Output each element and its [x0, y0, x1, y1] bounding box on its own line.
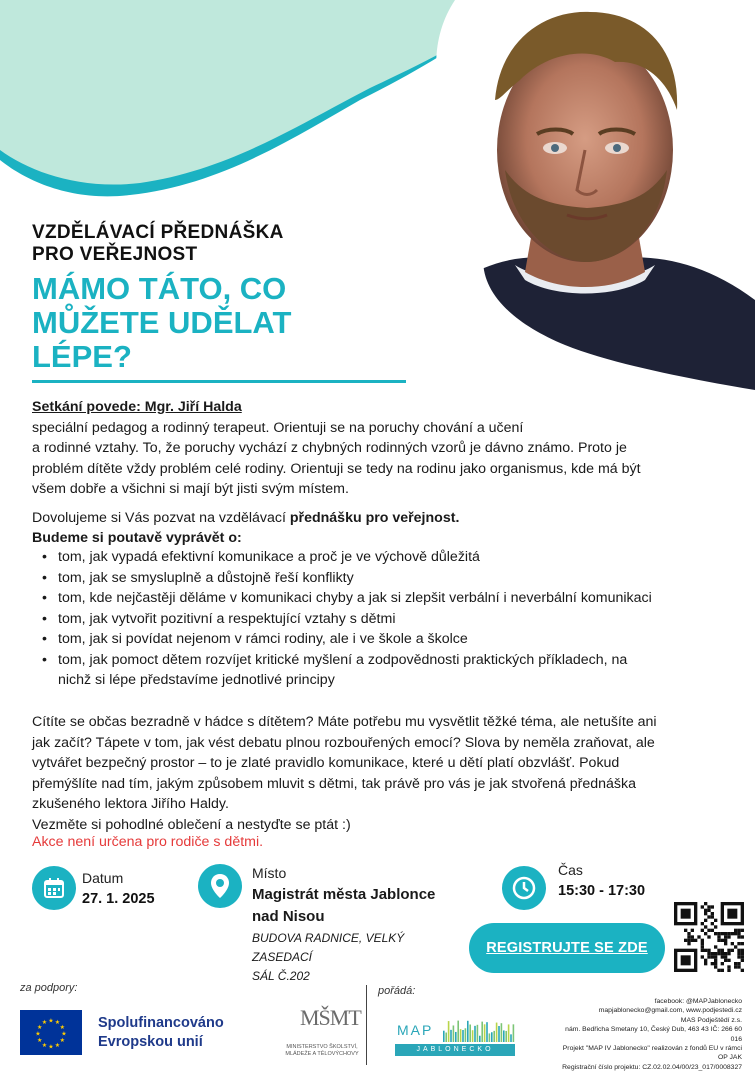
paragraph-line: jak začít? Tápete v tom, jak vést debatu plnou rozbouřených emocí? Slova by neměla zraňovat, ale	[32, 734, 655, 751]
speaker-name: Setkání povede: Mgr. Jiří Halda	[32, 399, 242, 415]
paragraph-line: Cítíte se občas bezradně v hádce s dítětem? Máte potřebu mu vysvětlit těžké téma, ale netušíte ani	[32, 714, 657, 730]
place-detail: BUDOVA RADNICE, VELKÝ ZASEDACÍ SÁL Č.202	[252, 931, 405, 983]
footer-divider	[366, 985, 367, 1065]
paragraph-line: zkušeného lektora Jiřího Haldy.	[32, 796, 229, 812]
eu-flag-icon	[20, 1010, 82, 1055]
event-subtitle	[32, 222, 284, 266]
title-line: MÁMO TÁTO, CO	[32, 271, 287, 306]
invite-text-bold: přednášku pro veřejnost.	[289, 510, 460, 526]
svg-text:★: ★	[41, 1042, 48, 1049]
paragraph-line: vytvářet bezpečný prostor – to je zlaté pravidlo komunikace, které u dětí platí obzvlášť. Pokud	[32, 755, 620, 771]
organizer-credits: facebook: @MAPJablonecko mapjablonecko@gmail.com, www.podjestedi.cz MAS Podještědí z.s. nám. Bedřicha Smetany 10, Český Dub, 463 43 IČ: 266 60 016 Projekt "MAP IV Jablonecko" realizován z fondů EU v rámci OP JAK Registrační číslo projektu: CZ.02.02.04/00/23_017/0008327	[562, 998, 742, 1071]
description-paragraph	[32, 712, 740, 835]
svg-text:★: ★	[59, 1038, 65, 1044]
bullet-icon: •	[42, 549, 47, 565]
svg-text:★: ★	[54, 1042, 61, 1049]
svg-text:★: ★	[54, 1020, 61, 1027]
event-title	[32, 272, 362, 374]
intro-line: a rodinné vztahy. To, že poruchy vychází z chybných rodinných vzorů je dávno známo. Proto je	[32, 440, 627, 456]
support-label: za podpory:	[20, 982, 78, 994]
bullet-icon: •	[42, 631, 47, 647]
title-line: MŮŽETE UDĚLAT	[32, 305, 292, 340]
svg-text:★: ★	[61, 1031, 67, 1038]
place-value: Magistrát města Jablonce nad Nisou	[252, 886, 436, 925]
place-label: Místo	[252, 865, 287, 881]
invite-lead: Budeme si poutavě vyprávět o:	[32, 530, 242, 546]
svg-text:★: ★	[48, 1044, 54, 1051]
date-value: 27. 1. 2025	[82, 891, 155, 907]
organizer-label: pořádá:	[378, 985, 416, 997]
date-label: Datum	[82, 870, 124, 886]
speaker-intro	[32, 397, 737, 500]
invite-line	[32, 508, 737, 528]
warning-text: Akce není určena pro rodiče s dětmi.	[32, 834, 264, 850]
title-underline	[32, 380, 406, 383]
list-item: • tom, kde nejčastěji děláme v komunikaci chyby a jak si zlepšit verbální i neverbální komunikaci	[40, 588, 740, 609]
svg-text:★: ★	[37, 1025, 43, 1031]
register-button[interactable]: REGISTRUJTE SE ZDE	[469, 923, 665, 973]
list-item-continuation: nichž si lépe představíme jednotlivé principy	[58, 672, 335, 688]
topics-list	[40, 547, 740, 691]
msmt-name: MINISTERSTVO ŠKOLSTVÍ, MLÁDEŽE A TĚLOVÝCHOVY	[285, 1044, 359, 1057]
map-logo-text: MAP	[397, 1022, 434, 1038]
invitation	[32, 508, 737, 548]
bullet-icon: •	[42, 651, 47, 668]
location-pin-icon	[198, 864, 242, 908]
list-item: • tom, jak pomoct dětem rozvíjet kritické myšlení a zodpovědnosti praktických příkladech, na	[40, 650, 740, 671]
subtitle-line: VZDĚLÁVACÍ PŘEDNÁŠKA	[32, 222, 284, 243]
calendar-icon	[32, 866, 76, 910]
svg-text:★: ★	[35, 1031, 41, 1038]
time-label: Čas	[558, 862, 583, 878]
svg-text:★: ★	[41, 1020, 48, 1027]
invite-text: Dovolujeme si Vás pozvat na vzdělávací	[32, 510, 290, 526]
clock-icon	[502, 866, 546, 910]
svg-text:★: ★	[59, 1025, 65, 1031]
intro-line: všem dobře a všichni si mají být jisti svým místem.	[32, 481, 349, 497]
bullet-icon: •	[42, 569, 47, 586]
paragraph-line: Vezměte si pohodlné oblečení a nestyďte se ptát :)	[32, 816, 351, 833]
list-item: • tom, jak se smysluplně a důstojně řeší konflikty	[40, 568, 740, 589]
list-item: • tom, jak vypadá efektivní komunikace a proč je ve výchově důležitá	[40, 547, 740, 568]
map-logo-sub: JABLONECKO	[395, 1044, 515, 1056]
intro-line: problém dítěte vždy problém celé rodiny. Orientuji se tedy na rodinu jako organismus, kde má být	[32, 460, 641, 477]
bullet-icon: •	[42, 590, 47, 606]
bullet-icon: •	[42, 610, 47, 627]
title-line: LÉPE?	[32, 339, 132, 374]
speaker-photo	[395, 0, 755, 390]
svg-text:★: ★	[48, 1018, 54, 1025]
qr-code[interactable]	[674, 902, 744, 972]
svg-text:★: ★	[37, 1038, 43, 1044]
list-item: • tom, jak vytvořit pozitivní a respektující vztahy s dětmi	[40, 609, 740, 630]
map-jablonecko-logo	[395, 1020, 515, 1056]
time-value: 15:30 - 17:30	[558, 883, 646, 899]
list-item: • tom, jak si povídat nejenom v rámci rodiny, ale i ve škole a školce	[40, 629, 740, 650]
eu-cofinanced-text: Spolufinancováno Evropskou unií	[98, 1015, 224, 1050]
paragraph-line: přemýšlíte nad tím, jakým způsobem mluvit s dětmi, tak právě pro vás je jak stvořená přednáška	[32, 775, 637, 792]
subtitle-line: PRO VEŘEJNOST	[32, 244, 198, 265]
intro-line: speciální pedagog a rodinný terapeut. Orientuji se na poruchy chování a učení	[32, 419, 524, 436]
msmt-logo: MŠMT	[300, 1005, 361, 1030]
